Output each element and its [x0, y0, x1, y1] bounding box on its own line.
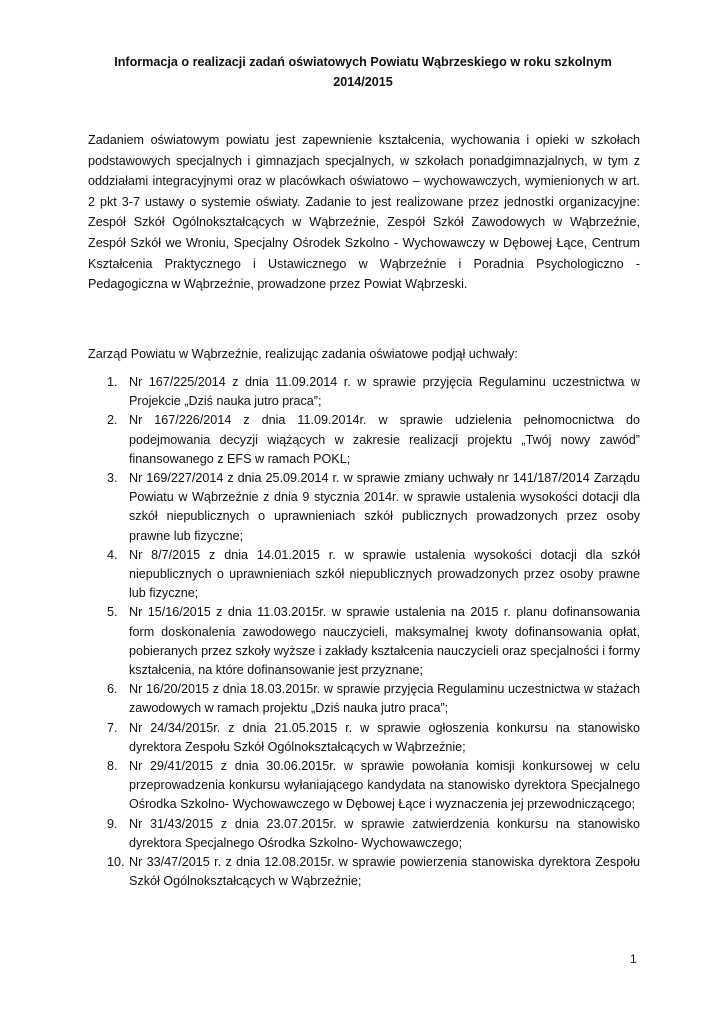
list-item-text: Nr 29/41/2015 z dnia 30.06.2015r. w sprawie powołania komisji konkursowej w celu przeprowadzenia konkursu wyłaniającego kandydata na stanowisko dyrektora Specjalnego Ośrodka Szkolno- Wychowawczego w Dębowej Łące i wyznaczenia jej przewodniczącego; — [129, 759, 640, 812]
list-item-text: Nr 24/34/2015r. z dnia 21.05.2015 r. w sprawie ogłoszenia konkursu na stanowisko dyrektora Zespołu Szkół Ogólnokształcących w Wąbrzeźnie; — [129, 720, 640, 754]
list-item — [88, 757, 640, 815]
list-item — [88, 469, 640, 546]
list-item-text: Nr 167/226/2014 z dnia 11.09.2014r. w sprawie udzielenia pełnomocnictwa do podejmowania decyzji wiążących w zakresie realizacji projektu „Twój nowy zawód” finansowanego z EFS w ramach POKL; — [129, 413, 640, 466]
list-item — [88, 815, 640, 853]
list-item-number: 5. — [107, 605, 118, 620]
list-item-number: 6. — [107, 682, 118, 697]
list-item — [88, 603, 640, 680]
list-item-number: 4. — [107, 547, 118, 562]
list-item-number: 8. — [107, 759, 118, 774]
list-item — [88, 411, 640, 469]
list-item — [88, 680, 640, 718]
list-item-number: 1. — [107, 375, 118, 389]
list-item-text: Nr 167/225/2014 z dnia 11.09.2014 r. w sprawie przyjęcia Regulaminu uczestnictwa w Projekcie „Dziś nauka jutro praca”; — [129, 375, 640, 409]
list-item-number: 2. — [107, 413, 118, 428]
list-item-number: 3. — [107, 471, 118, 486]
list-item-number: 10. — [107, 855, 125, 870]
list-item-text: Nr 8/7/2015 z dnia 14.01.2015 r. w sprawie ustalenia wysokości dotacji dla szkół niepublicznych o uprawnieniach szkół niepublicznych prowadzonych przez osoby prawne lub fizyczne; — [129, 547, 640, 601]
list-item-text: Nr 31/43/2015 z dnia 23.07.2015r. w sprawie zatwierdzenia konkursu na stanowisko dyrektora Specjalnego Ośrodka Szkolno- Wychowawczego; — [129, 816, 640, 850]
list-item — [88, 373, 640, 411]
resolutions-list — [88, 373, 640, 891]
list-item-text: Nr 169/227/2014 z dnia 25.09.2014 r. w sprawie zmiany uchwały nr 141/187/2014 Zarządu Powiatu w Wąbrzeźnie z dnia 9 stycznia 2014r. w sprawie ustalenia wysokości dotacji dla szkół niepublicznych o uprawnieniach szkół publicznych prowadzonych przez osoby prawne lub fizyczne; — [129, 471, 640, 543]
intro-paragraph: Zadaniem oświatowym powiatu jest zapewnienie kształcenia, wychowania i opieki w szkołach podstawowych specjalnych i gimnazjach specjalnych, w szkołach ponadgimnazjalnych, w tym z oddziałami integracyjnymi oraz w placówkach oświatowo – wychowawczych, wymienionych w art. 2 pkt 3-7 ustawy o systemie oświaty. Zadanie to jest realizowane przez jednostki organizacyjne: Zespół Szkół Ogólnokształcących w Wąbrzeźnie, Zespół Szkół Zawodowych w Wąbrzeźnie, Zespół Szkół we Wroniu, Specjalny Ośrodek Szkolno - Wychowawczy w Dębowej Łące, Centrum Kształcenia Praktycznego i Ustawicznego w Wąbrzeźnie i Poradnia Psychologiczno - Pedagogiczna w Wąbrzeźnie, prowadzone przez Powiat Wąbrzeski. — [88, 133, 640, 292]
list-item — [88, 853, 640, 891]
resolutions-lead: Zarząd Powiatu w Wąbrzeźnie, realizując zadania oświatowe podjął uchwały: — [88, 347, 518, 361]
list-item-number: 9. — [107, 816, 118, 831]
page-number: 1 — [630, 952, 637, 966]
list-item-number: 7. — [107, 720, 118, 735]
list-item — [88, 546, 640, 604]
list-item-text: Nr 16/20/2015 z dnia 18.03.2015r. w sprawie przyjęcia Regulaminu uczestnictwa w stażach zawodowych w ramach projektu „Dziś nauka jutro praca”; — [129, 682, 640, 716]
list-item — [88, 719, 640, 757]
list-item-text: Nr 33/47/2015 r. z dnia 12.08.2015r. w sprawie powierzenia stanowiska dyrektora Zespołu Szkół Ogólnokształcących w Wąbrzeźnie; — [129, 855, 640, 889]
document-title: Informacja o realizacji zadań oświatowych Powiatu Wąbrzeskiego w roku szkolnym 2014/2015 — [114, 55, 612, 89]
list-item-text: Nr 15/16/2015 z dnia 11.03.2015r. w sprawie ustalenia na 2015 r. planu dofinansowania form doskonalenia zawodowego nauczycieli, maksymalnej kwoty dofinansowania opłat, pobieranych przez szkoły wyższe i zakłady kształcenia nauczycieli oraz specjalności i formy kształcenia, na które dofinansowanie jest przyznane; — [129, 605, 640, 678]
